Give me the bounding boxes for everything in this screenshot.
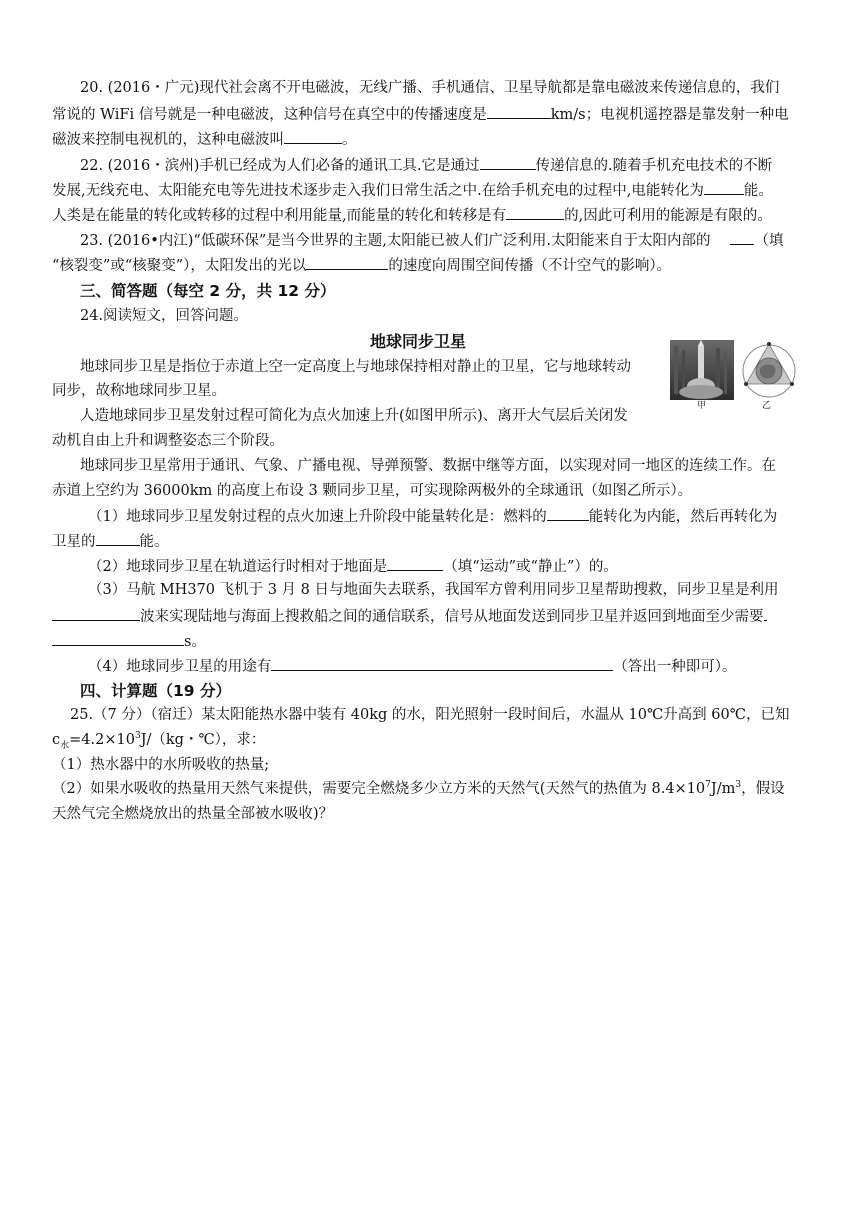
answer-blank[interactable]	[52, 606, 140, 621]
answer-blank[interactable]	[284, 129, 342, 144]
q24-sub3-line3	[52, 631, 206, 651]
q22-line3	[52, 205, 772, 225]
q25-exponent: 3	[735, 780, 742, 791]
passage-p1a: 地球同步卫星是指位于赤道上空一定高度上与地球保持相对静止的卫星，它与地球转动	[80, 359, 631, 375]
answer-blank[interactable]	[306, 255, 388, 270]
passage-p3a: 地球同步卫星常用于通讯、气象、广播电视、导弹预警、数据中继等方面，以实现对同一地区的连续工作。在	[80, 458, 776, 474]
q25-line5: 天然气完全燃烧放出的热量全部被水吸收)？	[52, 806, 334, 822]
q25-line3: （1）热水器中的水所吸收的热量;	[52, 757, 270, 773]
q24-sub1-line2	[52, 531, 169, 551]
q22-text: 人类是在能量的转化或转移的过程中利用能量,而能量的转化和转移是有	[52, 208, 507, 224]
rocket-launch-image	[670, 340, 734, 400]
q25-text: J/m	[710, 781, 736, 797]
q22-text: 22. (2016・滨州)手机已经成为人们必备的通讯工具.它是通过	[80, 158, 480, 174]
q23-text: 的速度向周围空间传播（不计空气的影响）。	[388, 258, 672, 274]
q25-line4	[52, 780, 785, 798]
q24-sub3-line2	[52, 606, 767, 626]
answer-blank[interactable]	[730, 230, 754, 245]
answer-blank[interactable]	[52, 631, 184, 646]
q20-text: 。	[342, 132, 357, 148]
q24-text: 卫星的	[52, 534, 96, 550]
q23-line1	[80, 230, 783, 250]
q23-line2	[52, 255, 671, 275]
q24-text: （2）地球同步卫星在轨道运行时相对于地面是	[88, 559, 388, 575]
passage-p2b: 动机自由上升和调整姿态三个阶段。	[52, 433, 284, 449]
q24-text: s。	[184, 634, 206, 650]
q22-text: 发展,无线充电、太阳能充电等先进技术逐步走入我们日常生活之中.在给手机充电的过程中,电能转化为	[52, 183, 704, 199]
q25-line1: 25.（7 分）（宿迁）某太阳能热水器中装有 40kg 的水，阳光照射一段时间后，水温从 10℃升高到 60℃，已知	[70, 707, 790, 723]
q22-text: 传递信息的.随着手机充电技术的不断	[535, 158, 773, 174]
q20-line2	[52, 104, 789, 124]
q24-sub4	[88, 656, 736, 676]
answer-blank[interactable]	[547, 506, 589, 521]
q25-exponent: 7	[705, 780, 711, 791]
passage-p1b: 同步，故称地球同步卫星。	[52, 383, 226, 399]
answer-blank[interactable]	[480, 155, 536, 170]
q20-text: km/s；电视机遥控器是靠发射一种电	[550, 107, 789, 123]
q24-text: （填“运动”或“静止”）的。	[443, 559, 618, 575]
q25-subscript: 水	[60, 740, 70, 751]
q23-text: 23. (2016•内江)“低碳环保”是当今世界的主题,太阳能已被人们广泛利用.太阳能来自于太阳内部的	[80, 233, 711, 249]
q22-line2	[52, 180, 773, 200]
q22-line1	[80, 155, 772, 175]
q25-text: =4.2×10	[69, 732, 135, 748]
q22-text: 的,因此可利用的能源是有限的。	[564, 208, 772, 224]
q20-text: 磁波来控制电视机的，这种电磁波叫	[52, 132, 284, 148]
q24-text: （答出一种即可）。	[613, 659, 737, 675]
q24-text: （1）地球同步卫星发射过程的点火加速上升阶段中能量转化是：燃料的	[88, 509, 547, 525]
q23-text: （填	[754, 233, 784, 249]
q24-text: 波来实现陆地与海面上搜救船之间的通信联系，信号从地面发送到同步卫星并返回到地面至少需要	[140, 609, 764, 625]
answer-blank[interactable]	[764, 606, 767, 621]
q25-text: ，假设	[741, 781, 785, 797]
q24-sub2	[88, 556, 618, 576]
fig-label-yi: 乙	[762, 401, 772, 411]
q20-line3	[52, 129, 357, 149]
answer-blank[interactable]	[506, 205, 564, 220]
q25-line2	[52, 731, 265, 749]
satellite-orbit-diagram	[738, 338, 800, 400]
q24-sub3-line1: （3）马航 MH370 飞机于 3 月 8 日与地面失去联系，我国军方曾利用同步卫星帮助搜救，同步卫星是利用	[88, 582, 779, 598]
answer-blank[interactable]	[387, 556, 443, 571]
answer-blank[interactable]	[96, 531, 140, 546]
fig-label-jia: 甲	[697, 401, 707, 411]
q20-text: 常说的 WiFi 信号就是一种电磁波，这种信号在真空中的传播速度是	[52, 107, 487, 123]
q25-text: J/（kg・℃），求：	[140, 732, 266, 748]
q24-text: 能转化为内能，然后再转化为	[588, 509, 778, 525]
passage-title: 地球同步卫星	[370, 332, 467, 351]
q23-text: “核裂变”或“核聚变”），太阳发出的光以	[52, 258, 307, 274]
section-heading-3: 三、简答题（每空 2 分，共 12 分）	[80, 282, 336, 300]
q24-text: （4）地球同步卫星的用途有	[88, 659, 272, 675]
answer-blank[interactable]	[271, 656, 613, 671]
passage-p3b: 赤道上空约为 36000km 的高度上布设 3 颗同步卫星，可实现除两极外的全球通讯（如图乙所示）。	[52, 483, 693, 499]
q20-line1: 20. (2016・广元)现代社会离不开电磁波，无线广播、手机通信、卫星导航都是靠电磁波来传递信息的，我们	[80, 80, 780, 96]
q22-text: 能。	[743, 183, 773, 199]
answer-blank[interactable]	[487, 104, 551, 119]
q25-text: （2）如果水吸收的热量用天然气来提供，需要完全燃烧多少立方米的天然气(天然气的热值为 8.4×10	[52, 781, 706, 797]
q24-text: 能。	[139, 534, 169, 550]
q25-text: c	[52, 732, 61, 748]
section-heading-4: 四、计算题（19 分）	[80, 682, 231, 700]
q24-sub1-line1	[88, 506, 777, 526]
passage-p2a: 人造地球同步卫星发射过程可简化为点火加速上升(如图甲所示)、离开大气层后关闭发	[80, 408, 628, 424]
answer-blank[interactable]	[704, 180, 744, 195]
q25-exponent: 3	[134, 731, 141, 742]
q24-intro: 24.阅读短文，回答问题。	[80, 308, 249, 324]
